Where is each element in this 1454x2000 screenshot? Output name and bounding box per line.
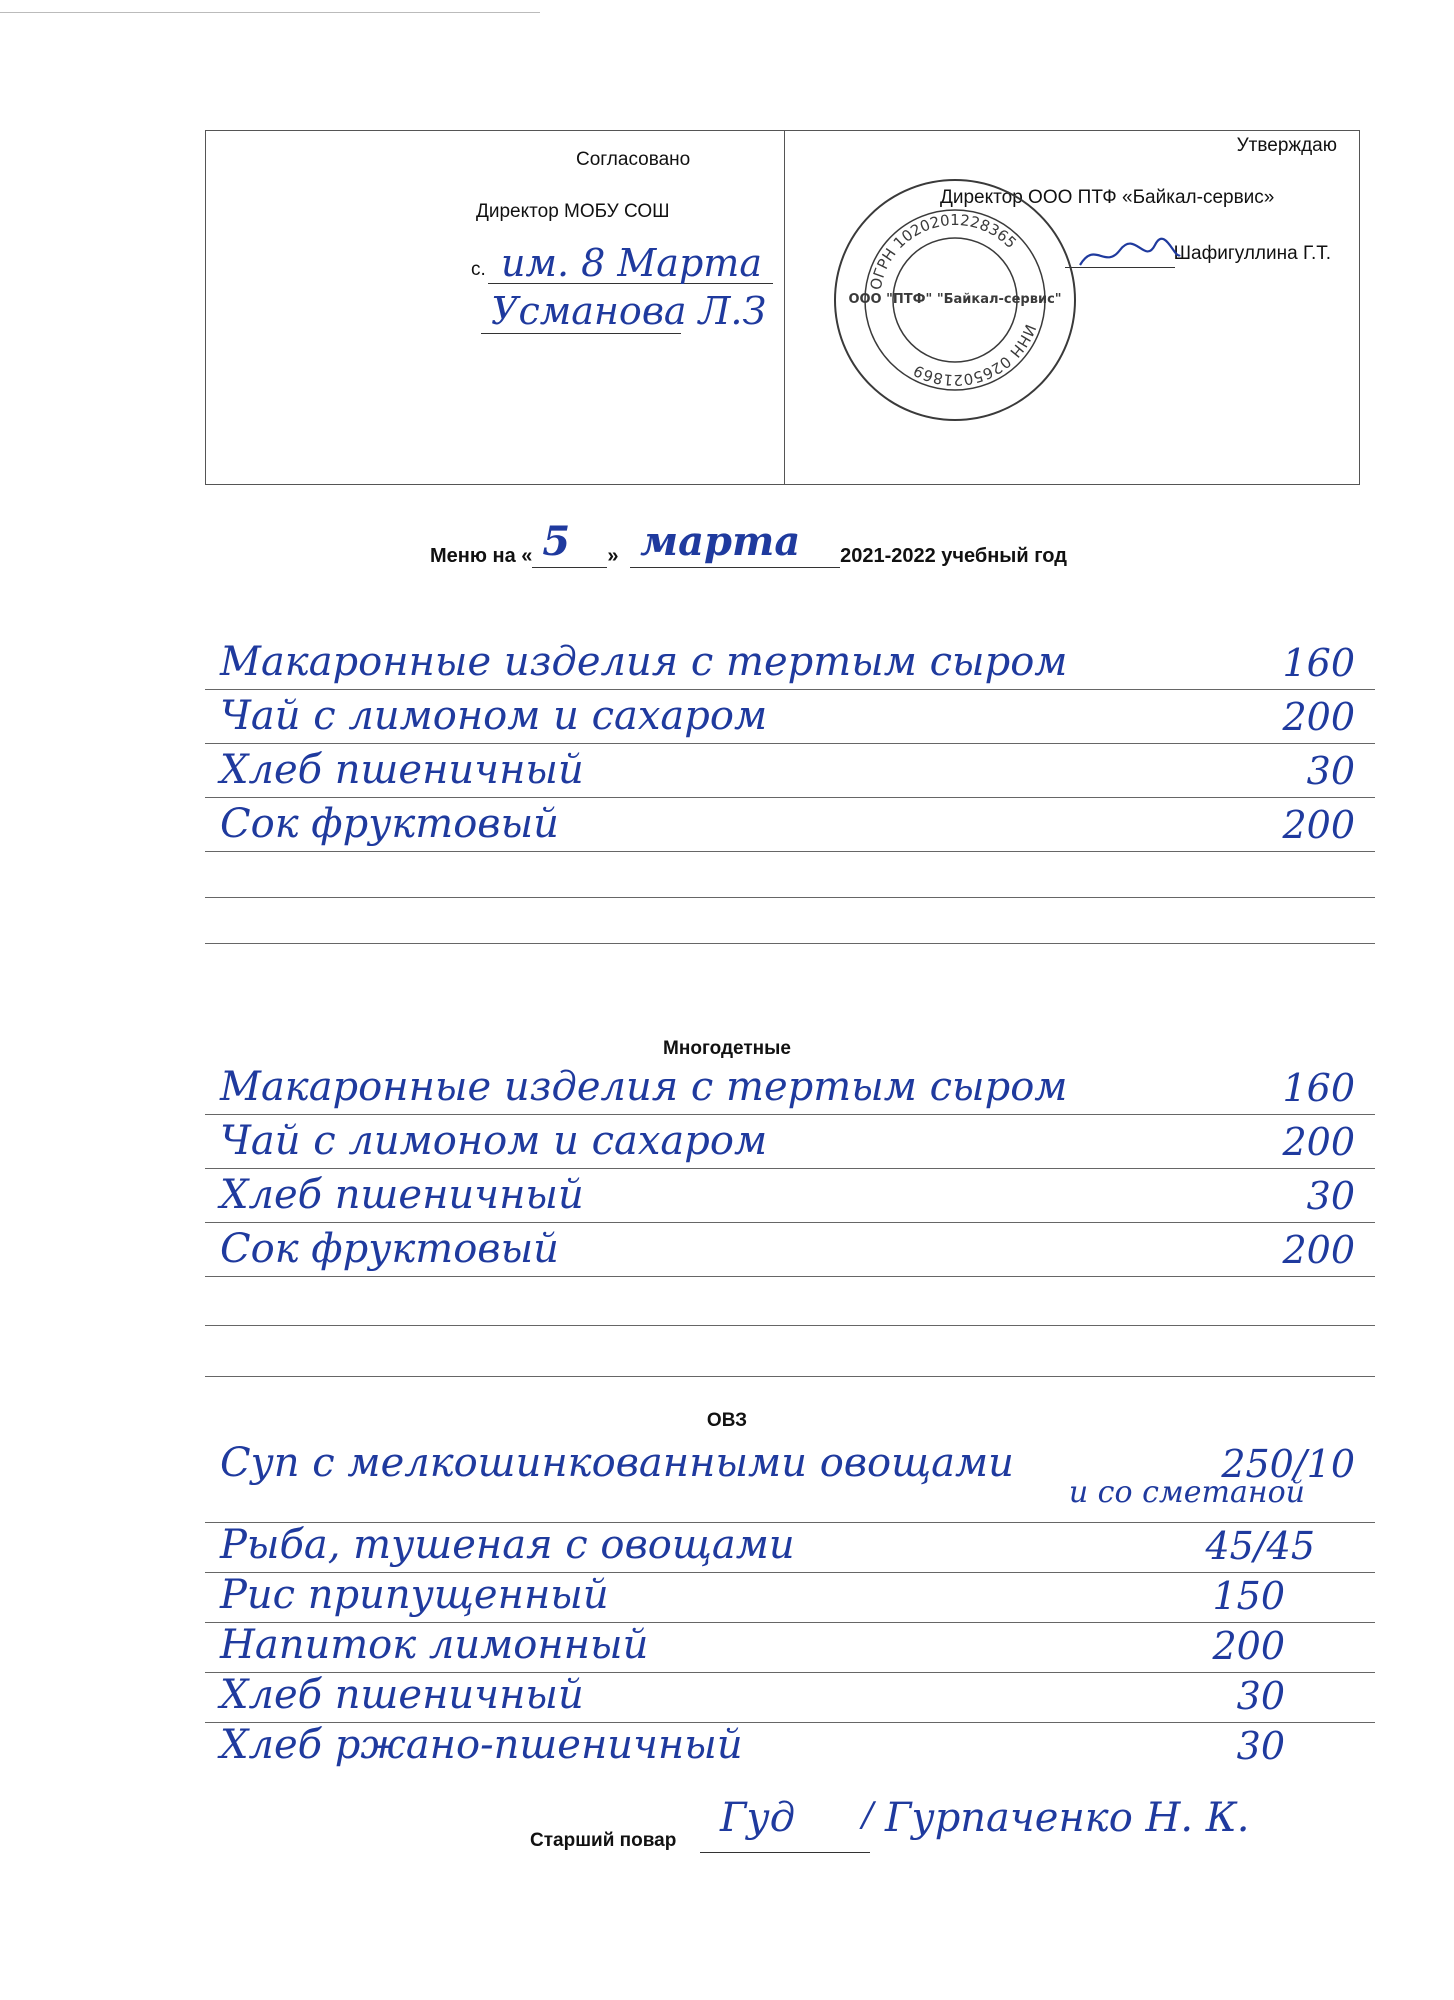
menu-item-qty: 200 bbox=[1282, 803, 1355, 847]
menu-item-name: Чай с лимоном и сахаром bbox=[220, 1118, 768, 1164]
chief-cook-signature-hand: Гуд bbox=[720, 1795, 796, 1841]
menu-row bbox=[205, 1114, 1375, 1168]
menu-title-mid: » bbox=[607, 545, 619, 567]
menu-month-blank bbox=[630, 518, 840, 568]
menu-item-note: и со сметаной bbox=[1068, 1475, 1305, 1510]
menu-item-qty: 200 bbox=[1282, 1228, 1355, 1272]
menu-row bbox=[205, 743, 1375, 797]
menu-row bbox=[205, 1060, 1375, 1114]
ruled-line bbox=[205, 1376, 1375, 1377]
menu-item-name: Рис припущенный bbox=[220, 1572, 609, 1618]
agreed-cell bbox=[206, 131, 784, 484]
menu-row bbox=[205, 635, 1375, 689]
menu-item-name: Макаронные изделия с тертым сыром bbox=[220, 639, 1068, 685]
footer-separator: / bbox=[862, 1795, 874, 1835]
menu-item-qty: 200 bbox=[1212, 1624, 1285, 1668]
agreed-director-title: Директор МОБУ СОШ bbox=[476, 201, 670, 222]
menu-row bbox=[205, 1622, 1375, 1672]
ruled-line bbox=[205, 1276, 1375, 1277]
menu-item-qty: 30 bbox=[1236, 1724, 1285, 1768]
menu-item-qty: 200 bbox=[1282, 695, 1355, 739]
agreed-name-hand: Усманова Л.З bbox=[491, 289, 767, 333]
director-signature-scribble bbox=[1075, 230, 1185, 280]
scan-edge-line bbox=[0, 12, 540, 13]
menu-row bbox=[205, 1672, 1375, 1722]
agreed-village-prefix: с. bbox=[471, 259, 486, 280]
menu-item-name: Сок фруктовый bbox=[220, 1226, 559, 1272]
approval-box bbox=[205, 130, 1360, 485]
menu-item-name: Напиток лимонный bbox=[220, 1622, 649, 1668]
ovz-label: ОВЗ bbox=[706, 1410, 748, 1431]
menu-item-name: Рыба, тушеная с овощами bbox=[220, 1522, 795, 1568]
menu-item-qty: 160 bbox=[1282, 641, 1355, 685]
menu-row bbox=[205, 797, 1375, 851]
menu-row bbox=[205, 1522, 1375, 1572]
ruled-line bbox=[205, 851, 1375, 852]
ovz-block bbox=[205, 1440, 1375, 1780]
chief-cook-label: Старший повар bbox=[530, 1830, 677, 1851]
menu-item-name: Хлеб пшеничный bbox=[220, 1172, 584, 1218]
menu-row bbox=[205, 689, 1375, 743]
menu-row bbox=[205, 1440, 1375, 1510]
menu-item-qty: 30 bbox=[1306, 1174, 1355, 1218]
chief-cook-name-hand: Гурпаченко Н. К. bbox=[885, 1795, 1250, 1841]
ruled-line bbox=[205, 943, 1375, 944]
stamp-center-text: ООО "ПТФ" "Байкал-сервис" bbox=[848, 292, 1062, 307]
menu-row bbox=[205, 1168, 1375, 1222]
company-stamp bbox=[830, 175, 1080, 425]
menu-item-name: Хлеб пшеничный bbox=[220, 1672, 584, 1718]
menu-item-qty: 160 bbox=[1282, 1066, 1355, 1110]
menu-item-qty: 30 bbox=[1236, 1674, 1285, 1718]
menu-row bbox=[205, 1572, 1375, 1622]
menu-item-qty: 150 bbox=[1212, 1574, 1285, 1618]
menu-item-name: Хлеб ржано-пшеничный bbox=[220, 1722, 743, 1768]
approved-director-title: Директор ООО ПТФ «Байкал-сервис» bbox=[940, 187, 1275, 208]
menu-item-name: Макаронные изделия с тертым сыром bbox=[220, 1064, 1068, 1110]
menu-month-hand: марта bbox=[640, 518, 801, 565]
stamp-inn-text: ИНН 0265021869 bbox=[910, 321, 1040, 390]
agreed-heading: Согласовано bbox=[576, 149, 691, 170]
menu-item-name: Чай с лимоном и сахаром bbox=[220, 693, 768, 739]
approved-heading: Утверждаю bbox=[1236, 135, 1337, 156]
stamp-ogrn-text: ОГРН 1020201228365 bbox=[866, 210, 1021, 292]
ruled-line bbox=[205, 897, 1375, 898]
approved-signatory: Шафигуллина Г.Т. bbox=[1173, 243, 1331, 264]
main-menu-block bbox=[205, 635, 1375, 955]
menu-title-prefix: Меню на « bbox=[430, 545, 533, 567]
ruled-line bbox=[205, 1325, 1375, 1326]
menu-item-qty: 250/10 bbox=[1221, 1442, 1355, 1486]
agreed-village-hand: им. 8 Марта bbox=[501, 241, 762, 285]
chief-cook-signature-underline bbox=[700, 1852, 870, 1853]
menu-item-qty: 30 bbox=[1306, 749, 1355, 793]
menu-title-suffix: 2021-2022 учебный год bbox=[840, 545, 1067, 567]
menu-row bbox=[205, 1222, 1375, 1276]
menu-item-name: Суп с мелкошинкованными овощами bbox=[220, 1440, 1014, 1486]
menu-day-blank bbox=[532, 518, 607, 568]
menu-item-qty: 200 bbox=[1282, 1120, 1355, 1164]
menu-title bbox=[430, 518, 1067, 568]
menu-row bbox=[205, 1722, 1375, 1772]
menu-item-qty: 45/45 bbox=[1205, 1524, 1315, 1568]
menu-day-hand: 5 bbox=[542, 518, 571, 565]
large-families-block bbox=[205, 1060, 1375, 1385]
menu-item-name: Сок фруктовый bbox=[220, 801, 559, 847]
agreed-name-underline bbox=[481, 333, 681, 334]
menu-item-name: Хлеб пшеничный bbox=[220, 747, 584, 793]
large-families-label: Многодетные bbox=[663, 1038, 791, 1059]
